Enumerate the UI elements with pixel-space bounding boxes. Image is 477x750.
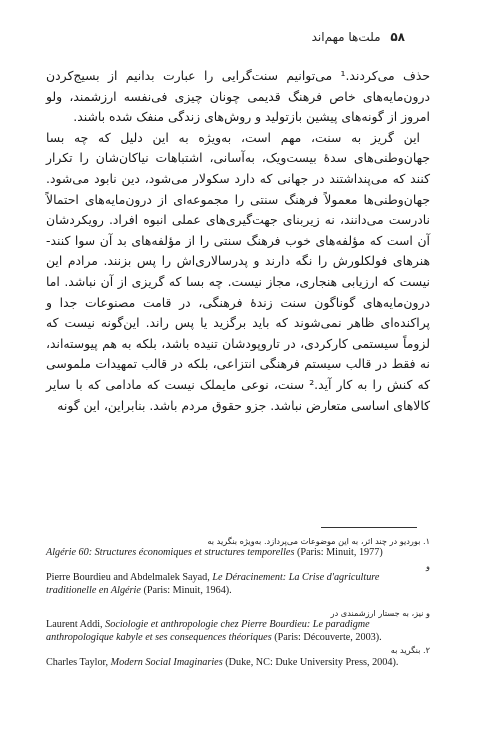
footnote-reference — [46, 572, 430, 597]
footnote-2-intro: ۲. بنگرید به — [390, 645, 430, 656]
footnotes — [46, 535, 430, 669]
footnote-separator — [321, 527, 417, 528]
paragraph: حذف می‌کردند.¹ می‌توانیم سنت‌گرایی را عبارت بدانیم از بسیج‌کردن درون‌مایه‌های خاص فرهنگ قدیمی چونان چیزی فی‌نفسه ارزشمند، ولو امروز از گونه‌های پیشین بازتولید و روش‌های زندگی منفک شده باشند. — [46, 68, 430, 125]
reference-authors: Pierre Bourdieu and Abdelmalek Sayad, — [46, 572, 213, 584]
reference-publication: (Paris: Découverte, 2003). — [271, 631, 382, 643]
reference-publication: (Paris: Minuit, 1977) — [294, 547, 383, 559]
reference-publication: (Paris: Minuit, 1964). — [140, 584, 232, 596]
footnote-reference — [46, 619, 430, 644]
reference-authors: Laurent Addi, — [46, 619, 106, 631]
reference-title: Algérie 60: Structures économiques et structures temporelles — [46, 547, 295, 559]
footnote-reference — [46, 547, 430, 559]
paragraph: این گریز به سنت، مهم است، به‌ویژه به این دلیل که چه بسا جهان‌وطنی‌های سدهٔ بیست‌ویک، به‌آسانی، اشتباهات نیاکان‌شان را تکرار کنند که می‌پنداشتند در جهانی که دارد سکولار می‌شود، دین نابود می‌شود. جهان‌وطنی‌ها معمولاً فرهنگ سنتی را مجموعه‌ای از درون‌مایه‌های احتمالاً نادرست می‌دانند، نه زیربنای جهت‌گیری‌های عملی انبوه افراد. رویکردشان آن است که مؤلفه‌های خوب فرهنگ سنتی را از مؤلفه‌های بد آن سوا کنند- هنرهای فولکلورش را نگه دارند و پدرسالاری‌اش را پس بزنند. مرادم این نیست که ارزیابی هنجاری، مجاز نیست. چه بسا که گریزی از آن نباشد. اما درون‌مایه‌های گوناگون سنت زندهٔ فرهنگی، در قامت مصنوعات جدا و پراکنده‌ای ظاهر نمی‌شوند که باید برگزید یا پس راند. این‌گونه نیست که لزوماً سیستمی کارکردی، در تاروپودشان تنیده باشد، بلکه به هم پیوسته‌اند، نه فقط در قالب سیستم فرهنگی انتزاعی، بلکه در قالب تمهیدات ملموسی که کنش را به کار آید.² سنت، نوعی مایملک نیست که مادامی که با سایر کالاهای اساسی متعارض نباشد. جزو حقوق مردم باشد. بنابراین، این گونه — [46, 129, 430, 413]
reference-authors: Charles Taylor, — [46, 656, 111, 668]
book-title: ملت‌ها مهم‌اند — [311, 30, 381, 44]
footnote-1-intro: ۱. بوردیو در چند اثر، به این موضوعات می‌پردازد. به‌ویژه بنگرید به — [207, 536, 430, 546]
page-number: ۵۸ — [390, 30, 405, 44]
reference-title: Modern Social Imaginaries — [110, 656, 223, 668]
footnote-reference — [46, 657, 430, 669]
conjunction: و — [426, 560, 430, 571]
reference-title: Le Déracinement: La Crise d'agriculture traditionelle en Algérie — [46, 572, 380, 596]
reference-publication: (Duke, NC: Duke University Press, 2004). — [222, 656, 399, 668]
main-text — [46, 66, 430, 416]
footnote-1-more: و نیز، به جستار ارزشمندی در — [330, 608, 430, 619]
running-header — [312, 30, 405, 44]
reference-title: Sociologie et anthropologie chez Pierre Bourdieu: Le paradigme anthropologique kabyle et ses consequences théoriques — [46, 619, 370, 643]
